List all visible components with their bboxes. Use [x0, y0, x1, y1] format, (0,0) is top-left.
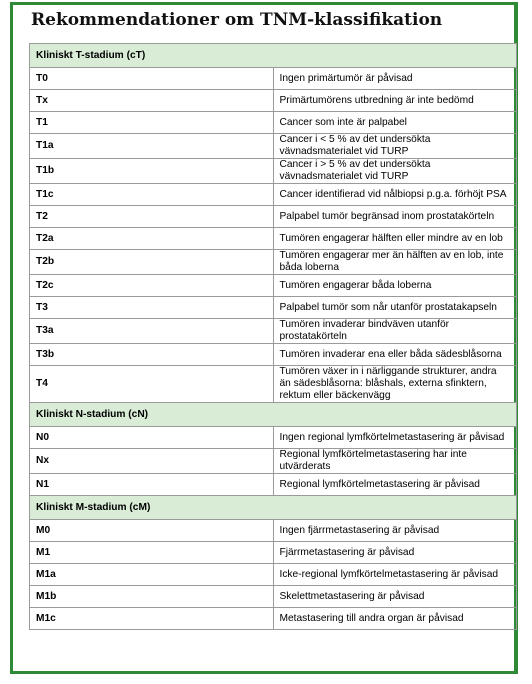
stage-description: Primärtumörens utbredning är inte bedömd: [273, 90, 517, 112]
table-row: [30, 68, 517, 90]
stage-code: T1c: [30, 184, 274, 206]
stage-code: T1: [30, 112, 274, 134]
table-row: [30, 275, 517, 297]
stage-description: Tumören engagerar båda loberna: [273, 275, 517, 297]
stage-code: M1b: [30, 586, 274, 608]
stage-code: M0: [30, 520, 274, 542]
stage-description: Tumören invaderar ena eller båda sädesblåsorna: [273, 344, 517, 366]
stage-code: T3a: [30, 319, 274, 344]
stage-description: Tumören växer in i närliggande strukturer, andra än sädesblåsorna: blåshals, externa sfinktern, rektum eller bäckenvägg: [273, 366, 517, 403]
stage-description: Ingen fjärrmetastasering är påvisad: [273, 520, 517, 542]
stage-code: T3: [30, 297, 274, 319]
stage-code: Tx: [30, 90, 274, 112]
section-header-row: [30, 403, 517, 427]
table-row: [30, 564, 517, 586]
table-row: [30, 134, 517, 159]
table-row: [30, 427, 517, 449]
stage-code: T2c: [30, 275, 274, 297]
section-header-n: Kliniskt N-stadium (cN): [30, 403, 517, 427]
stage-code: M1: [30, 542, 274, 564]
stage-description: Ingen regional lymfkörtelmetastasering är påvisad: [273, 427, 517, 449]
stage-code: M1a: [30, 564, 274, 586]
table-row: [30, 250, 517, 275]
section-header-row: [30, 496, 517, 520]
section-header-row: [30, 44, 517, 68]
stage-description: Ingen primärtumör är påvisad: [273, 68, 517, 90]
tnm-table: [29, 43, 517, 630]
stage-code: T2b: [30, 250, 274, 275]
table-row: [30, 474, 517, 496]
stage-code: T3b: [30, 344, 274, 366]
stage-code: T2a: [30, 228, 274, 250]
table-row: [30, 586, 517, 608]
table-row: [30, 159, 517, 184]
stage-code: T0: [30, 68, 274, 90]
document-title: Rekommendationer om TNM-klassifikation: [31, 10, 443, 30]
stage-description: Tumören engagerar hälften eller mindre av en lob: [273, 228, 517, 250]
stage-description: Regional lymfkörtelmetastasering har inte utvärderats: [273, 449, 517, 474]
table-row: [30, 608, 517, 630]
table-row: [30, 542, 517, 564]
stage-code: T2: [30, 206, 274, 228]
table-row: [30, 344, 517, 366]
section-header-m: Kliniskt M-stadium (cM): [30, 496, 517, 520]
table-row: [30, 520, 517, 542]
table-row: [30, 90, 517, 112]
stage-code: M1c: [30, 608, 274, 630]
stage-code: Nx: [30, 449, 274, 474]
stage-description: Palpabel tumör som når utanför prostatakapseln: [273, 297, 517, 319]
stage-description: Palpabel tumör begränsad inom prostatakörteln: [273, 206, 517, 228]
stage-description: Cancer i > 5 % av det undersökta vävnadsmaterialet vid TURP: [273, 159, 517, 184]
table-row: [30, 366, 517, 403]
stage-code: T4: [30, 366, 274, 403]
stage-description: Regional lymfkörtelmetastasering är påvisad: [273, 474, 517, 496]
stage-code: T1a: [30, 134, 274, 159]
table-row: [30, 184, 517, 206]
stage-description: Icke-regional lymfkörtelmetastasering är påvisad: [273, 564, 517, 586]
stage-description: Metastasering till andra organ är påvisad: [273, 608, 517, 630]
section-header-t: Kliniskt T-stadium (cT): [30, 44, 517, 68]
table-row: [30, 319, 517, 344]
stage-description: Cancer identifierad vid nålbiopsi p.g.a. förhöjt PSA: [273, 184, 517, 206]
stage-description: Cancer i < 5 % av det undersökta vävnadsmaterialet vid TURP: [273, 134, 517, 159]
table-row: [30, 228, 517, 250]
stage-code: T1b: [30, 159, 274, 184]
stage-description: Cancer som inte är palpabel: [273, 112, 517, 134]
table-row: [30, 112, 517, 134]
stage-description: Tumören engagerar mer än hälften av en lob, inte båda loberna: [273, 250, 517, 275]
table-row: [30, 206, 517, 228]
stage-description: Fjärrmetastasering är påvisad: [273, 542, 517, 564]
table-row: [30, 449, 517, 474]
stage-description: Tumören invaderar bindväven utanför prostatakörteln: [273, 319, 517, 344]
stage-code: N0: [30, 427, 274, 449]
stage-description: Skelettmetastasering är påvisad: [273, 586, 517, 608]
stage-code: N1: [30, 474, 274, 496]
table-row: [30, 297, 517, 319]
